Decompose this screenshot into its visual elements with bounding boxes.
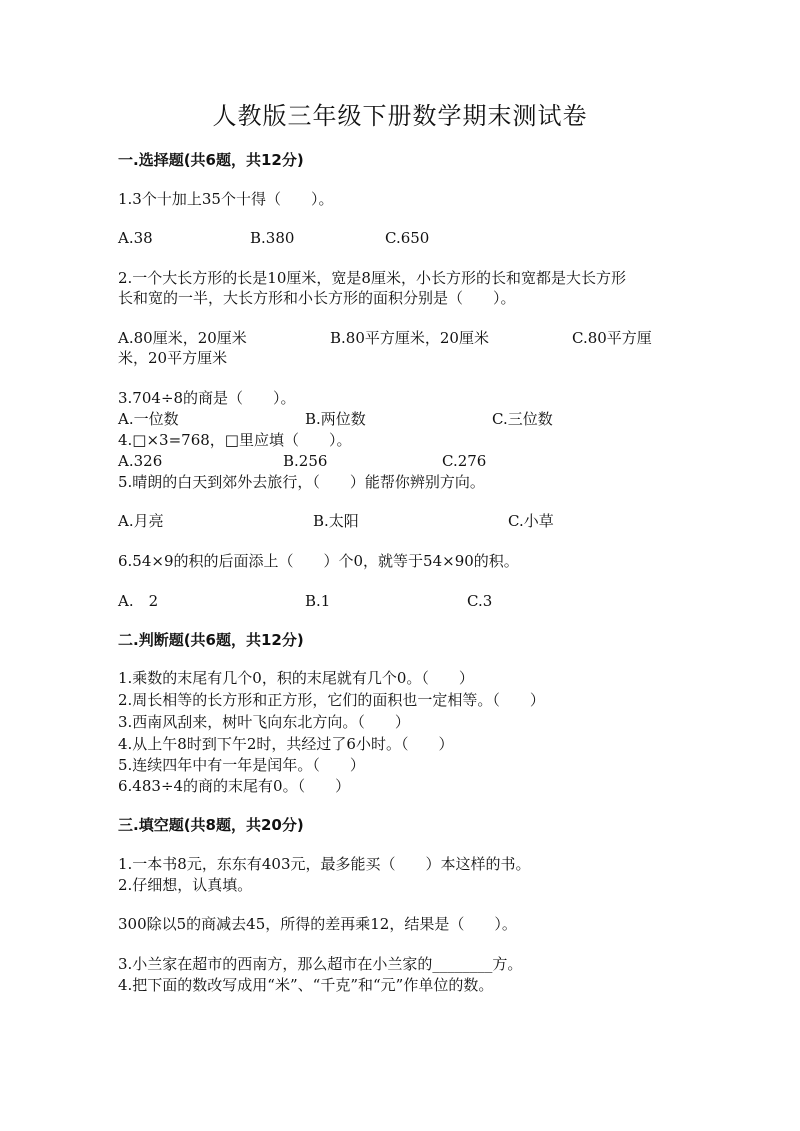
question-text: 1.3个十加上35个十得（ ）。 xyxy=(118,190,334,208)
judgement-item: 4.从上午8时到下午2时，共经过了6小时。（ ） xyxy=(118,735,454,753)
option-c: C.小草 xyxy=(508,512,554,530)
option-a: A.月亮 xyxy=(118,512,164,530)
option-b: B.两位数 xyxy=(305,410,366,428)
option-a: A.38 xyxy=(118,229,153,247)
option-c: C.80平方厘 xyxy=(572,329,652,347)
fill-item: 300除以5的商减去45，所得的差再乘12，结果是（ ）。 xyxy=(118,915,517,933)
option-a: A.80厘米，20厘米 xyxy=(118,329,247,347)
option-c: C.650 xyxy=(385,229,430,247)
question-text: 3.704÷8的商是（ ）。 xyxy=(118,389,296,407)
question-text: 4.□×3=768，□里应填（ ）。 xyxy=(118,431,352,449)
judgement-item: 5.连续四年中有一年是闰年。（ ） xyxy=(118,756,365,774)
section-heading-choice: 一.选择题(共6题，共12分) xyxy=(118,151,304,169)
page-title: 人教版三年级下册数学期末测试卷 xyxy=(212,102,588,130)
fill-item: 2.仔细想，认真填。 xyxy=(118,876,253,894)
fill-item: 3.小兰家在超市的西南方，那么超市在小兰家的________方。 xyxy=(118,955,523,973)
option-a: A.326 xyxy=(118,452,163,470)
section-heading-fill: 三.填空题(共8题，共20分) xyxy=(118,816,304,834)
judgement-item: 6.483÷4的商的末尾有0。（ ） xyxy=(118,777,351,795)
judgement-item: 3.西南风刮来，树叶飞向东北方向。（ ） xyxy=(118,713,410,731)
judgement-item: 2.周长相等的长方形和正方形，它们的面积也一定相等。（ ） xyxy=(118,691,545,709)
question-text: 长和宽的一半，大长方形和小长方形的面积分别是（ ）。 xyxy=(118,289,516,307)
judgement-item: 1.乘数的末尾有几个0，积的末尾就有几个0。（ ） xyxy=(118,669,474,687)
option-c: C.三位数 xyxy=(492,410,553,428)
section-heading-judgement: 二.判断题(共6题，共12分) xyxy=(118,631,304,649)
option-a: A.一位数 xyxy=(118,410,179,428)
question-text: 5.晴朗的白天到郊外去旅行，（ ）能帮你辨别方向。 xyxy=(118,473,485,491)
question-text: 6.54×9的积的后面添上（ ）个0，就等于54×90的积。 xyxy=(118,552,519,570)
option-b: B.256 xyxy=(283,452,328,470)
option-a: A. 2 xyxy=(118,592,159,610)
option-b: B.380 xyxy=(250,229,295,247)
fill-item: 4.把下面的数改写成用“米”、“千克”和“元”作单位的数。 xyxy=(118,976,494,994)
option-c: C.276 xyxy=(442,452,487,470)
option-c: C.3 xyxy=(467,592,493,610)
option-b: B.80平方厘米，20厘米 xyxy=(330,329,489,347)
fill-item: 1.一本书8元，东东有403元，最多能买（ ）本这样的书。 xyxy=(118,855,531,873)
option-c-continued: 米，20平方厘米 xyxy=(118,349,228,367)
option-b: B.太阳 xyxy=(313,512,359,530)
question-text: 2.一个大长方形的长是10厘米，宽是8厘米，小长方形的长和宽都是大长方形 xyxy=(118,269,626,287)
option-b: B.1 xyxy=(305,592,331,610)
